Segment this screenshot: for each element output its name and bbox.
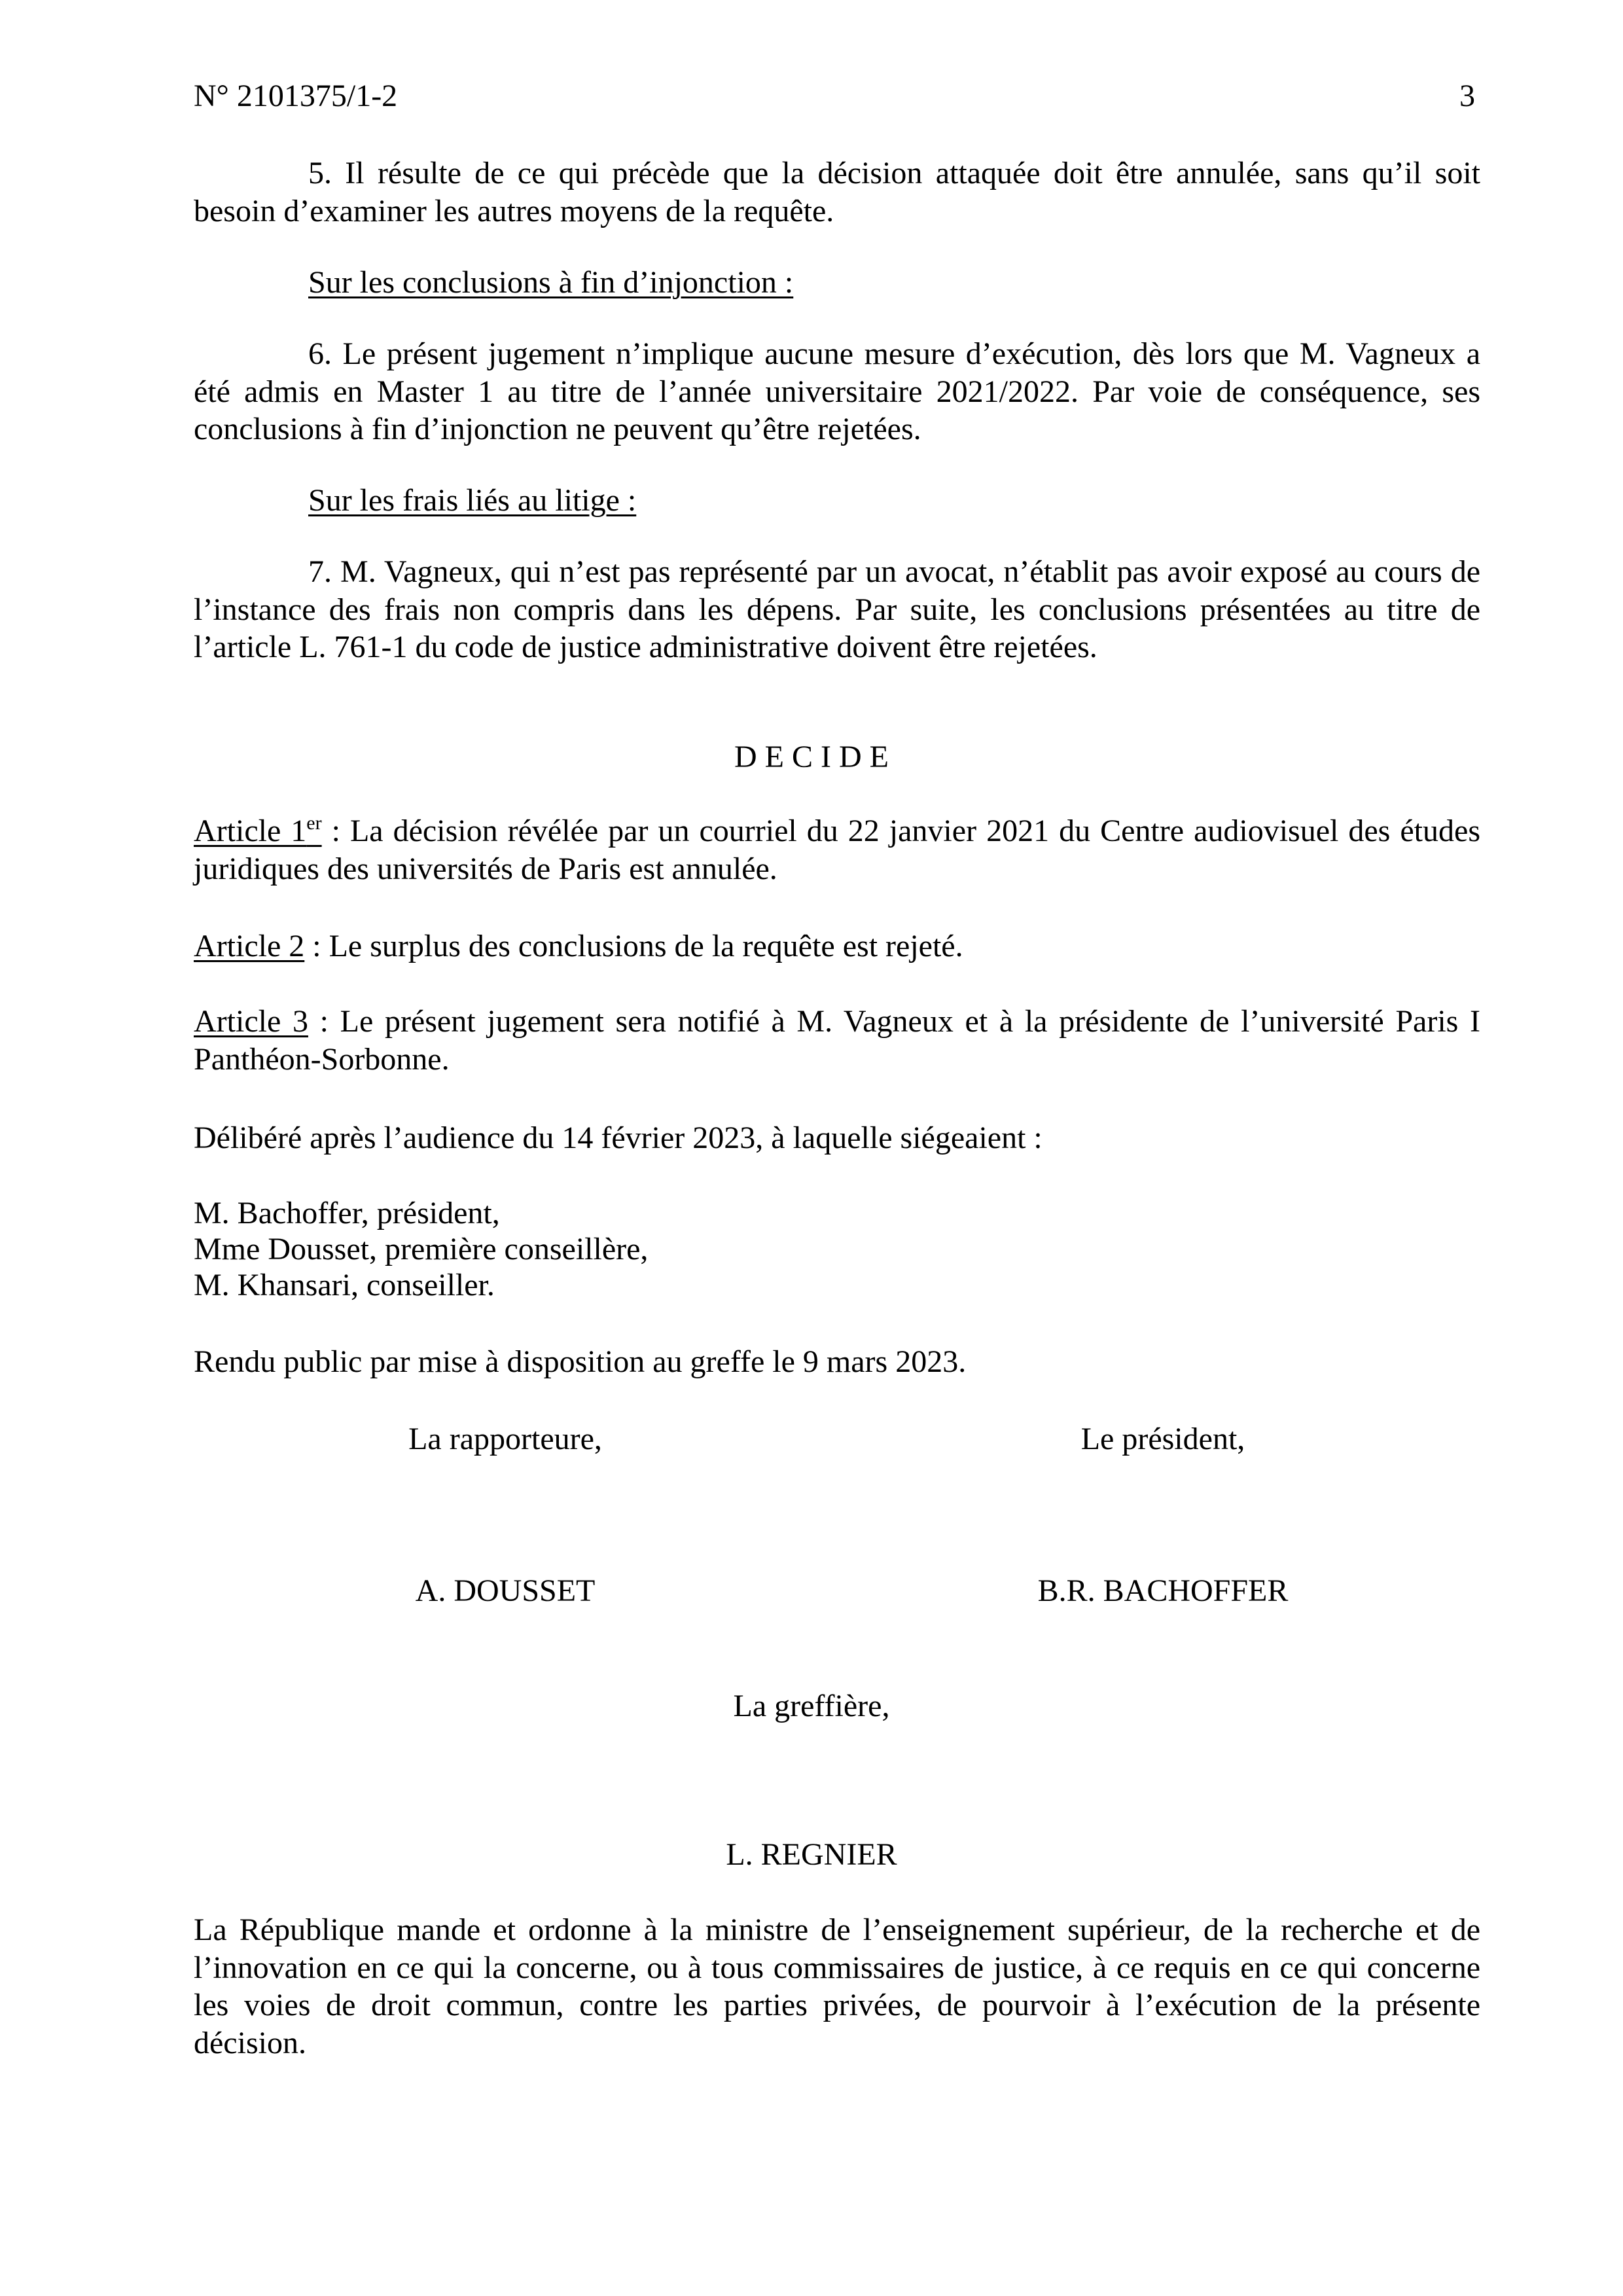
case-number: N° 2101375/1-2 [194, 79, 398, 113]
greffiere-name: L. REGNIER [726, 1837, 897, 1872]
public-statement: Rendu public par mise à disposition au greffe le 9 mars 2023. [194, 1344, 967, 1379]
member-counsellor: M. Khansari, conseiller. [194, 1268, 495, 1302]
article-2-label: Article 2 [194, 929, 305, 963]
article-1 [194, 812, 1480, 888]
member-president: M. Bachoffer, président, [194, 1196, 500, 1230]
president-name: B.R. BACHOFFER [1037, 1573, 1289, 1608]
heading-injonction [308, 264, 793, 301]
member-first-counsellor: Mme Dousset, première conseillère, [194, 1232, 649, 1266]
deliberation-intro: Délibéré après l’audience du 14 février 2023, à laquelle siégeaient : [194, 1121, 1043, 1155]
heading-injonction-text: Sur les conclusions à fin d’injonction : [308, 265, 794, 300]
page-number: 3 [1459, 79, 1475, 113]
formule-executoire: La République mande et ordonne à la ministre de l’enseignement supérieur, de la recherche et de l’innovation en ce qui la concerne, ou à tous commissaires de justice, à ce requis en ce qui concerne les voies de droit commun, contre les parties privées, de pourvoir à l’exécution de la présente décision. [194, 1912, 1480, 2060]
article-2-text: : Le surplus des conclusions de la requête est rejeté. [304, 929, 963, 963]
article-3-text: : Le présent jugement sera notifié à M. Vagneux et à la présidente de l’université Paris I Panthéon-Sorbonne. [194, 1004, 1481, 1077]
paragraph-5: 5. Il résulte de ce qui précède que la décision attaquée doit être annulée, sans qu’il soit besoin d’examiner les autres moyens de la requête. [194, 156, 1480, 228]
article-3-label: Article 3 [194, 1004, 308, 1039]
paragraph-6: 6. Le présent jugement n’implique aucune mesure d’exécution, dès lors que M. Vagneux a été admis en Master 1 au titre de l’année universitaire 2021/2022. Par voie de conséquence, ses conclusions à fin d’injonction ne peuvent qu’être rejetées. [194, 336, 1480, 446]
article-1-label-text: Article 1 [194, 814, 307, 848]
greffiere-title: La greffière, [733, 1689, 890, 1723]
president-title: Le président, [1080, 1422, 1245, 1456]
rapporteure-title: La rapporteure, [408, 1422, 602, 1456]
article-1-sup: er [306, 812, 322, 834]
article-1-text: : La décision révélée par un courriel du 22 janvier 2021 du Centre audiovisuel des études juridiques des universités de Paris est annulée. [194, 814, 1481, 886]
article-1-label [194, 814, 322, 848]
article-2 [194, 927, 1480, 965]
rapporteure-name: A. DOUSSET [415, 1573, 596, 1608]
heading-frais-text: Sur les frais liés au litige : [308, 483, 637, 518]
heading-frais [308, 482, 636, 519]
article-3 [194, 1003, 1480, 1078]
paragraph-7: 7. M. Vagneux, qui n’est pas représenté par un avocat, n’établit pas avoir exposé au cours de l’instance des frais non compris dans les dépens. Par suite, les conclusions présentées au titre de l’article L. 761-1 du code de justice administrative doivent être rejetées. [194, 554, 1480, 664]
decide-heading: D E C I D E [734, 740, 889, 774]
